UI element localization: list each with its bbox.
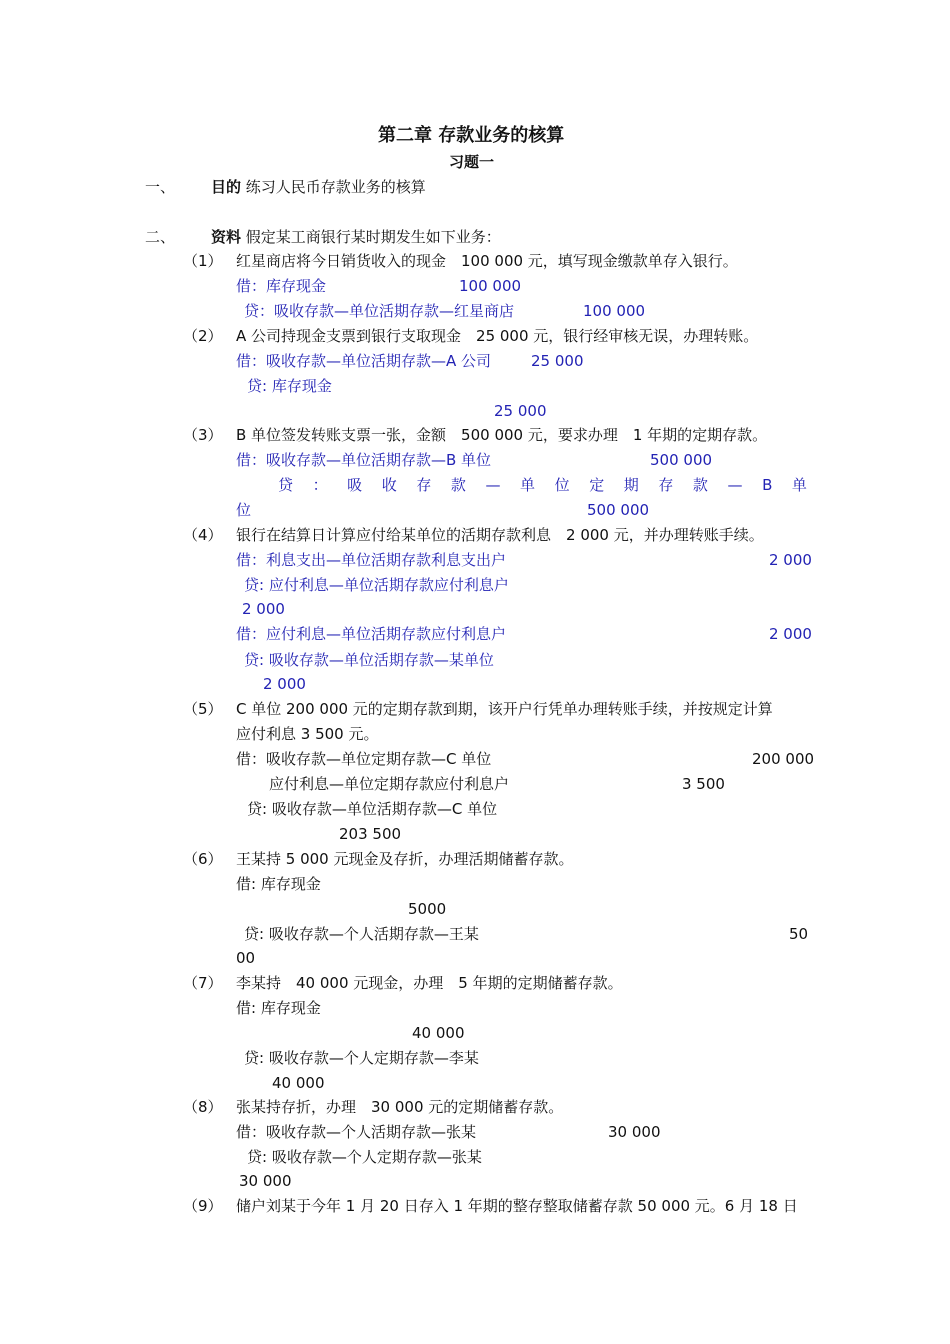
section-1-label: 目的 xyxy=(211,178,242,196)
section-2-number: 二、 xyxy=(145,228,176,246)
item-1-debit-entry: 借：库存现金 xyxy=(236,277,327,295)
section-2 xyxy=(211,227,501,247)
item-4-credit-amount-2: 2 000 xyxy=(263,675,306,693)
item-7-debit-entry: 借: 库存现金 xyxy=(236,999,321,1017)
item-3-text: B 单位签发转账支票一张，金额 500 000 元，要求办理 1 年期的定期存款。 xyxy=(236,426,768,444)
item-6-text: 王某持 5 000 元现金及存折，办理活期储蓄存款。 xyxy=(236,850,574,868)
section-2-label: 资料 xyxy=(211,228,242,246)
item-8-debit-entry: 借：吸收存款—个人活期存款—张某 xyxy=(236,1123,477,1141)
section-1-text: 练习人民币存款业务的核算 xyxy=(245,178,426,196)
item-6-credit-amount-cont: 00 xyxy=(236,949,256,967)
item-3-credit-char: ： xyxy=(312,476,328,494)
item-7-credit-amount: 40 000 xyxy=(272,1074,325,1092)
item-3-credit-char: 贷 xyxy=(278,476,294,494)
item-3-credit-entry-cont: 位 xyxy=(236,501,252,519)
item-3-credit-char: 款 xyxy=(450,476,466,494)
item-3-credit-char: 吸 xyxy=(347,476,363,494)
item-8-credit-entry: 贷: 吸收存款—个人定期存款—张某 xyxy=(247,1148,482,1166)
item-4-text: 银行在结算日计算应付给某单位的活期存款利息 2 000 元，并办理转账手续。 xyxy=(236,526,764,544)
item-3-credit-char: 收 xyxy=(381,476,397,494)
item-7-text: 李某持 40 000 元现金，办理 5 年期的定期储蓄存款。 xyxy=(236,974,623,992)
item-6-credit-entry: 贷: 吸收存款—个人活期存款—王某 xyxy=(244,925,479,943)
item-2-debit-amount: 25 000 xyxy=(531,352,584,370)
item-1-credit-entry: 贷：吸收存款—单位活期存款—红星商店 xyxy=(244,302,515,320)
item-2-number: （2） xyxy=(183,327,223,345)
item-7-number: （7） xyxy=(183,974,223,992)
item-1-number: （1） xyxy=(183,252,223,270)
item-8-number: （8） xyxy=(183,1098,223,1116)
item-9-text: 储户刘某于今年 1 月 20 日存入 1 年期的整存整取储蓄存款 50 000 元。6 月 18 日 xyxy=(236,1197,798,1215)
item-3-credit-entry xyxy=(236,475,807,495)
item-5-debit-amount-2: 3 500 xyxy=(682,775,725,793)
item-1-credit-amount: 100 000 xyxy=(583,302,646,320)
item-8-credit-amount: 30 000 xyxy=(239,1172,292,1190)
item-5-number: （5） xyxy=(183,700,223,718)
exercise-title: 习题一 xyxy=(449,153,495,171)
item-4-debit-amount-2: 2 000 xyxy=(769,625,812,643)
item-6-number: （6） xyxy=(183,850,223,868)
item-5-text-cont: 应付利息 3 500 元。 xyxy=(236,725,379,743)
item-3-credit-char: — xyxy=(485,476,501,494)
item-3-credit-char: 存 xyxy=(658,476,674,494)
item-5-credit-entry: 贷: 吸收存款—单位活期存款—C 单位 xyxy=(247,800,498,818)
item-4-credit-entry-2: 贷: 吸收存款—单位活期存款—某单位 xyxy=(244,651,494,669)
page-title: 第二章 存款业务的核算 xyxy=(378,125,565,146)
section-1 xyxy=(211,177,426,197)
item-3-credit-char: 单 xyxy=(520,476,536,494)
item-4-debit-amount: 2 000 xyxy=(769,551,812,569)
item-4-credit-entry: 贷: 应付利息—单位活期存款应付利息户 xyxy=(244,576,509,594)
item-3-number: （3） xyxy=(183,426,223,444)
item-1-debit-amount: 100 000 xyxy=(459,277,522,295)
item-3-credit-char: 位 xyxy=(554,476,570,494)
item-5-debit-entry: 借：吸收存款—单位定期存款—C 单位 xyxy=(236,750,492,768)
item-5-credit-amount: 203 500 xyxy=(339,825,402,843)
item-6-debit-amount: 5000 xyxy=(408,900,447,918)
item-2-debit-entry: 借：吸收存款—单位活期存款—A 公司 xyxy=(236,352,492,370)
item-6-debit-entry: 借: 库存现金 xyxy=(236,875,321,893)
item-3-debit-amount: 500 000 xyxy=(650,451,713,469)
item-3-credit-char: 款 xyxy=(692,476,708,494)
item-2-credit-entry: 贷: 库存现金 xyxy=(247,377,332,395)
item-4-debit-entry: 借：利息支出—单位活期存款利息支出户 xyxy=(236,551,507,569)
item-7-debit-amount: 40 000 xyxy=(412,1024,465,1042)
item-7-credit-entry: 贷: 吸收存款—个人定期存款—李某 xyxy=(244,1049,479,1067)
item-8-debit-amount: 30 000 xyxy=(608,1123,661,1141)
section-2-text: 假定某工商银行某时期发生如下业务： xyxy=(245,228,501,246)
item-5-debit-amount: 200 000 xyxy=(752,750,815,768)
item-3-credit-char: 存 xyxy=(416,476,432,494)
item-3-credit-char: 期 xyxy=(623,476,639,494)
item-3-credit-char: B xyxy=(762,476,773,494)
item-3-debit-entry: 借：吸收存款—单位活期存款—B 单位 xyxy=(236,451,492,469)
item-8-text: 张某持存折，办理 30 000 元的定期储蓄存款。 xyxy=(236,1098,564,1116)
item-1-text: 红星商店将今日销货收入的现金 100 000 元，填写现金缴款单存入银行。 xyxy=(236,252,738,270)
item-3-credit-char: 单 xyxy=(791,476,807,494)
item-4-credit-amount: 2 000 xyxy=(242,600,285,618)
item-3-credit-char: 定 xyxy=(589,476,605,494)
item-5-text: C 单位 200 000 元的定期存款到期，该开户行凭单办理转账手续，并按规定计算 xyxy=(236,700,773,718)
item-3-credit-amount: 500 000 xyxy=(587,501,650,519)
item-3-credit-char: — xyxy=(727,476,743,494)
item-2-credit-amount: 25 000 xyxy=(494,402,547,420)
item-6-credit-amount: 50 xyxy=(789,925,809,943)
item-5-debit-entry-2: 应付利息—单位定期存款应付利息户 xyxy=(269,775,510,793)
item-4-number: （4） xyxy=(183,526,223,544)
item-4-debit-entry-2: 借：应付利息—单位活期存款应付利息户 xyxy=(236,625,507,643)
section-1-number: 一、 xyxy=(145,178,176,196)
item-2-text: A 公司持现金支票到银行支取现金 25 000 元，银行经审核无误，办理转账。 xyxy=(236,327,759,345)
item-9-number: （9） xyxy=(183,1197,223,1215)
